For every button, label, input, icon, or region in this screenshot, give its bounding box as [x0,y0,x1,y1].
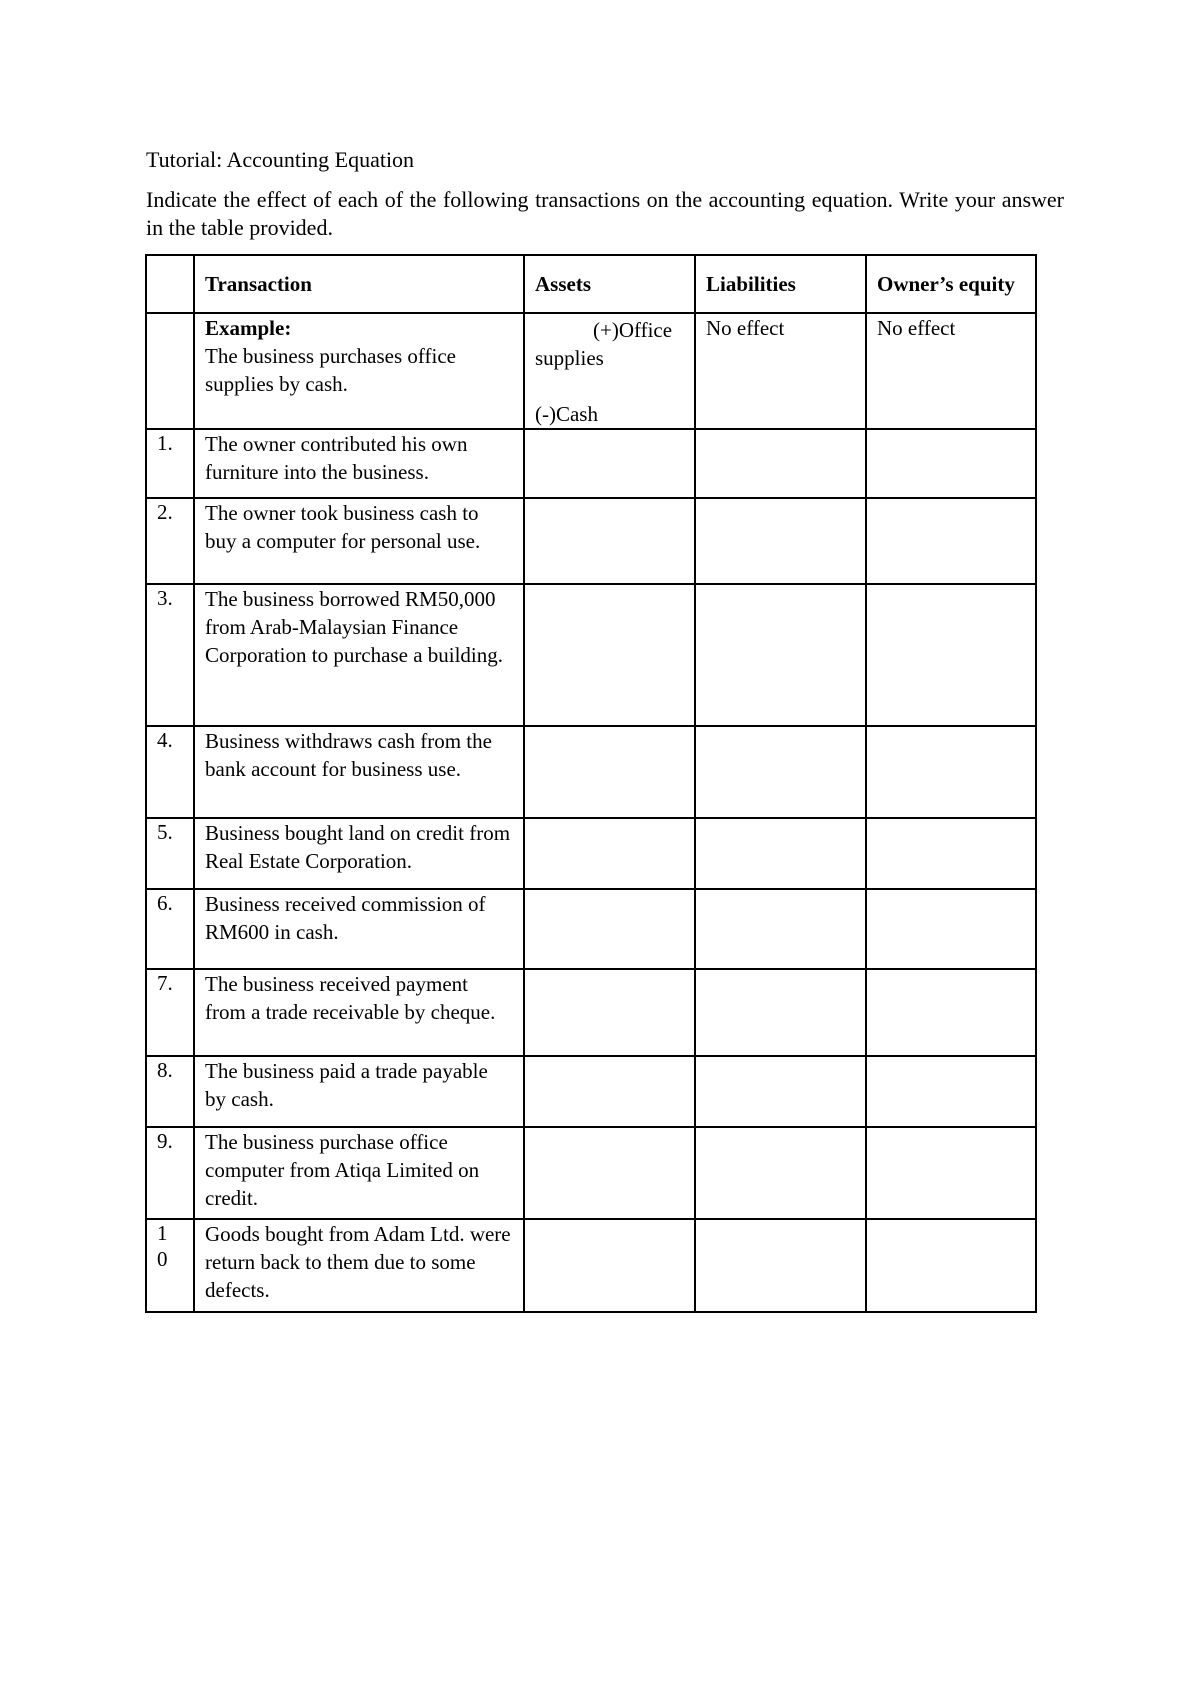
assets-answer-cell[interactable] [524,889,695,969]
assets-answer-cell[interactable] [524,969,695,1056]
liabilities-answer-cell[interactable] [695,498,866,584]
header-owners-equity: Owner’s equity [866,255,1036,313]
equity-answer-cell[interactable] [866,584,1036,726]
transaction-cell: Business bought land on credit from Real Estate Corporation. [194,818,524,889]
transaction-cell: The owner contributed his own furniture into the business. [194,429,524,498]
transaction-cell: The business paid a trade payable by cash. [194,1056,524,1127]
example-label: Example: [205,316,292,340]
row-number-cell [146,726,194,818]
row-number: 2. [157,500,173,524]
table-row [146,818,1036,889]
row-number-cell [146,1127,194,1219]
example-assets-line2: supplies [535,346,604,370]
liabilities-answer-cell[interactable] [695,584,866,726]
liabilities-answer-cell[interactable] [695,1056,866,1127]
example-assets-line3: (-)Cash [535,402,598,426]
example-row [146,313,1036,429]
equity-answer-cell[interactable] [866,969,1036,1056]
row-number: 9. [157,1129,173,1153]
assets-answer-cell[interactable] [524,584,695,726]
row-number: 4. [157,728,173,752]
transaction-cell: Business received commission of RM600 in cash. [194,889,524,969]
header-transaction: Transaction [194,255,524,313]
equity-answer-cell[interactable] [866,1127,1036,1219]
row-number: 5. [157,820,173,844]
liabilities-answer-cell[interactable] [695,889,866,969]
table-row [146,498,1036,584]
equity-answer-cell[interactable] [866,889,1036,969]
row-number: 8. [157,1058,173,1082]
example-assets-line1: (+)Office [593,318,673,342]
equity-answer-cell[interactable] [866,726,1036,818]
header-assets: Assets [524,255,695,313]
assets-answer-cell[interactable] [524,1219,695,1312]
transaction-cell: Goods bought from Adam Ltd. were return back to them due to some defects. [194,1219,524,1312]
liabilities-answer-cell[interactable] [695,1127,866,1219]
table-row [146,1056,1036,1127]
liabilities-answer-cell[interactable] [695,818,866,889]
example-transaction-cell [194,313,524,429]
equity-answer-cell[interactable] [866,1219,1036,1312]
table-header-row [146,255,1036,313]
assets-answer-cell[interactable] [524,818,695,889]
row-number-cell [146,429,194,498]
row-number: 3. [157,586,173,610]
example-liabilities-cell: No effect [695,313,866,429]
assets-answer-cell[interactable] [524,1056,695,1127]
liabilities-answer-cell[interactable] [695,1219,866,1312]
accounting-equation-table [145,254,1037,1313]
row-number-cell [146,1219,194,1312]
table-row [146,726,1036,818]
table-row [146,969,1036,1056]
transaction-cell: The business received payment from a trade receivable by cheque. [194,969,524,1056]
equity-answer-cell[interactable] [866,1056,1036,1127]
row-number: 6. [157,891,173,915]
example-equity-cell: No effect [866,313,1036,429]
assets-answer-cell[interactable] [524,498,695,584]
transaction-cell: The owner took business cash to buy a computer for personal use. [194,498,524,584]
row-number-cell [146,818,194,889]
transaction-cell: Business withdraws cash from the bank account for business use. [194,726,524,818]
row-number-cell [146,969,194,1056]
equity-answer-cell[interactable] [866,429,1036,498]
example-assets-cell [524,313,695,429]
example-number-cell [146,313,194,429]
assets-answer-cell[interactable] [524,726,695,818]
header-number [146,255,194,313]
instructions-text: Indicate the effect of each of the following transactions on the accounting equation. Write your answer in the table provided. [146,187,1064,240]
row-number: 1. [157,431,173,455]
liabilities-answer-cell[interactable] [695,726,866,818]
table-row [146,889,1036,969]
assets-answer-cell[interactable] [524,429,695,498]
equity-answer-cell[interactable] [866,498,1036,584]
row-number-cell [146,498,194,584]
table-row [146,584,1036,726]
header-liabilities: Liabilities [695,255,866,313]
table-row [146,1219,1036,1312]
page-title: Tutorial: Accounting Equation [146,147,415,172]
row-number-cell [146,584,194,726]
transaction-cell: The business borrowed RM50,000 from Arab-Malaysian Finance Corporation to purchase a building. [194,584,524,726]
row-number: 10 [157,1221,168,1271]
transaction-cell: The business purchase office computer from Atiqa Limited on credit. [194,1127,524,1219]
table-row [146,429,1036,498]
example-text: The business purchases office supplies by cash. [205,344,456,396]
liabilities-answer-cell[interactable] [695,969,866,1056]
table-row [146,1127,1036,1219]
row-number-cell [146,889,194,969]
liabilities-answer-cell[interactable] [695,429,866,498]
equity-answer-cell[interactable] [866,818,1036,889]
assets-answer-cell[interactable] [524,1127,695,1219]
row-number: 7. [157,971,173,995]
row-number-cell [146,1056,194,1127]
